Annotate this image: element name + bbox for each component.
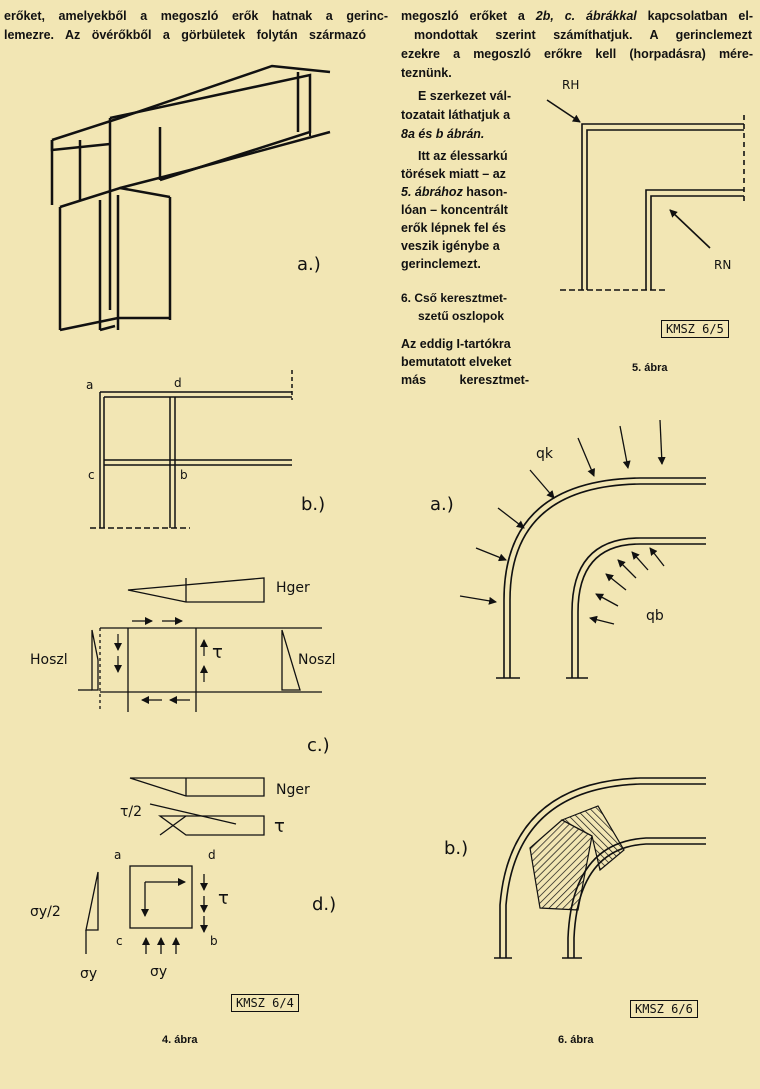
para2-line-3: 8a és b ábrán.: [401, 127, 485, 141]
fig4d-tau: τ: [218, 888, 229, 909]
para3-line-1: Itt az élessarkú: [418, 149, 508, 163]
fig4d-point-d: d: [208, 848, 216, 862]
fig6b-hatch-left: [530, 820, 592, 910]
fig5-RH: RH: [562, 78, 580, 92]
section-heading-line-2: szetű oszlopok: [418, 309, 505, 323]
fig4b-label: b.): [301, 494, 326, 515]
fig4b-point-a: a: [86, 378, 94, 392]
para3-line-2: törések miatt – az: [401, 167, 506, 181]
fig4b-point-c: c: [88, 468, 95, 482]
fig4d-point-c: c: [116, 934, 123, 948]
para3-line-5: erők lépnek fel és: [401, 221, 506, 235]
fig4c-N-ger: Nger: [276, 782, 310, 798]
right-text-line-2: mondottak szerint számíthatjuk. A gerinclemezt: [414, 28, 752, 42]
para2-line-2: tozatait láthatjuk a: [401, 108, 511, 122]
fig5-RN: RN: [714, 258, 732, 272]
fig4c-shear-arrows: [118, 621, 204, 700]
fig4c-H-oszl: Hoszl: [30, 652, 68, 668]
fig4a-label: a.): [297, 254, 321, 275]
fig4a-girder-drawing: [52, 66, 330, 330]
fig6-code-box: KMSZ 6/6: [630, 1000, 698, 1018]
right-text-line-4: teznünk.: [401, 66, 452, 80]
fig6-caption: 6. ábra: [558, 1034, 594, 1046]
right-text-line-1: megoszló erőket a 2b, c. ábrákkal kapcsolatban el-: [401, 9, 753, 23]
fig4c-H-ger: Hger: [276, 580, 310, 596]
section-heading-line-1: 6. Cső keresztmet-: [401, 291, 508, 305]
fig6a-load-arrows: [460, 420, 664, 624]
fig4d-point-a: a: [114, 848, 122, 862]
fig4d-sigma-half: σy/2: [30, 904, 61, 920]
fig5-caption: 5. ábra: [632, 362, 668, 374]
fig4d-sigma-left: σy: [80, 966, 98, 982]
fig4b-point-d: d: [174, 376, 182, 390]
fig4d-sigma-bottom: σy: [150, 964, 168, 980]
fig6a-curved-tube: [496, 478, 706, 678]
para4-line-1: Az eddig I-tartókra: [401, 337, 511, 351]
left-text-line-1: erőket, amelyekből a megoszló erők hatnak a gerinc-: [4, 9, 388, 23]
fig4c-tau-half: τ/2: [120, 804, 143, 820]
left-text-line-2: lemezre. Az övérőkből a görbületek folytán származó: [4, 28, 366, 42]
fig6a-qb: qb: [646, 608, 664, 624]
right-text-line-3: ezekre a megoszló erőkre kell (horpadásra) mére-: [401, 47, 753, 61]
fig6a-qk: qk: [536, 446, 553, 462]
fig4c-tau-2: τ: [274, 816, 285, 837]
para4-line-2: bemutatott elveket: [401, 355, 512, 369]
para3-line-4: lóan – koncentrált: [401, 203, 508, 217]
fig4d-point-b: b: [210, 934, 218, 948]
fig4d-label: d.): [312, 894, 337, 915]
fig4-code-box: KMSZ 6/4: [231, 994, 299, 1012]
fig4c-tau: τ: [212, 642, 223, 663]
fig4d-element: [86, 866, 204, 954]
para2-line-1: E szerkezet vál-: [418, 89, 512, 103]
para3-line-6: veszik igénybe a: [401, 239, 500, 253]
para4-line-3: más keresztmet-: [401, 373, 529, 387]
fig4b-point-b: b: [180, 468, 188, 482]
fig6a-label: a.): [430, 494, 454, 515]
fig6b-label: b.): [444, 838, 469, 859]
fig4c-N-oszl: Noszl: [298, 652, 336, 668]
fig4b-frame: [90, 370, 292, 528]
fig5-code-box: KMSZ 6/5: [661, 320, 729, 338]
fig4c-label: c.): [307, 735, 330, 756]
para3-line-3: 5. ábrához hason-: [401, 185, 508, 199]
para3-line-7: gerinclemezt.: [401, 257, 481, 271]
fig4-caption: 4. ábra: [162, 1034, 198, 1046]
